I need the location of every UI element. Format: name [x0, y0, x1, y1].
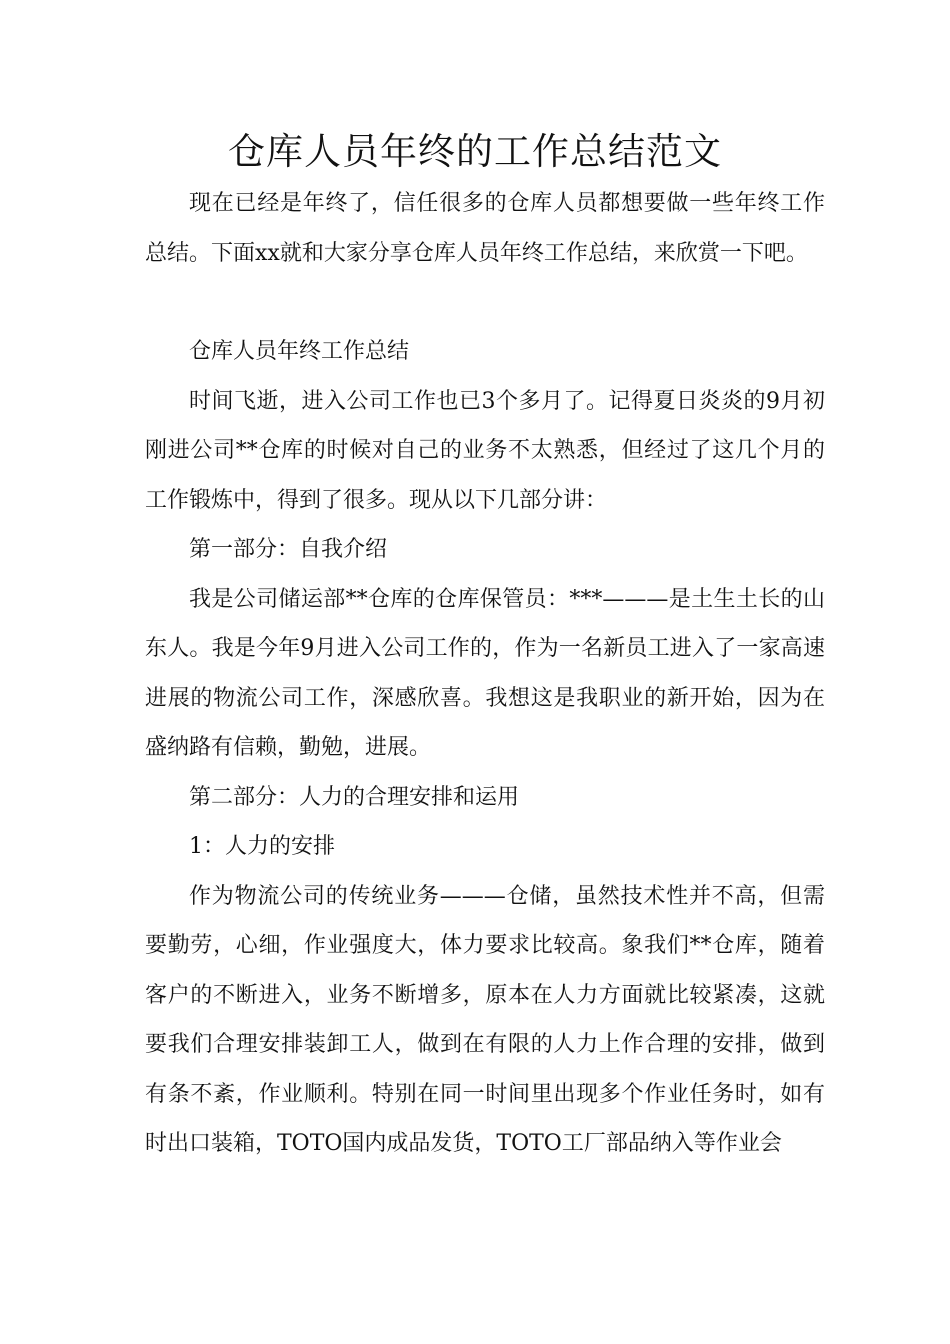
document-body [145, 179, 825, 1169]
part-one-heading: 第一部分：自我介绍 [189, 537, 388, 562]
section-heading: 仓库人员年终工作总结 [189, 339, 410, 364]
body-paragraph: 我是公司储运部**仓库的仓库保管员：***———是土生土长的山东人。我是今年9月进入公司工作的，作为一名新员工进入了一家高速进展的物流公司工作，深感欣喜。我想这是我职业的新开始，因为在盛纳路有信赖，勤勉，进展。 [145, 586, 825, 760]
intro-paragraph: 现在已经是年终了，信任很多的仓库人员都想要做一些年终工作总结。下面xx就和大家分享仓库人员年终工作总结，来欣赏一下吧。 [145, 191, 825, 266]
subsection-heading: 1：人力的安排 [189, 834, 335, 859]
body-paragraph: 时间飞逝，进入公司工作也已3个多月了。记得夏日炎炎的9月初刚进公司**仓库的时候对自己的业务不太熟悉，但经过了这几个月的工作锻炼中，得到了很多。现从以下几部分讲： [145, 388, 825, 513]
document-title: 仓库人员年终的工作总结范文 [228, 130, 722, 173]
part-two-heading: 第二部分：人力的合理安排和运用 [189, 784, 520, 810]
body-paragraph: 作为物流公司的传统业务———仓储，虽然技术性并不高，但需要勤劳，心细，作业强度大，体力要求比较高。象我们**仓库，随着客户的不断进入，业务不断增多，原本在人力方面就比较紧凑，这就要我们合理安排装卸工人，做到在有限的人力上作合理的安排，做到有条不紊，作业顺利。特别在同一时间里出现多个作业任务时，如有时出口装箱，TOTO国内成品发货，TOTO工厂部品纳入等作业会 [145, 883, 825, 1156]
